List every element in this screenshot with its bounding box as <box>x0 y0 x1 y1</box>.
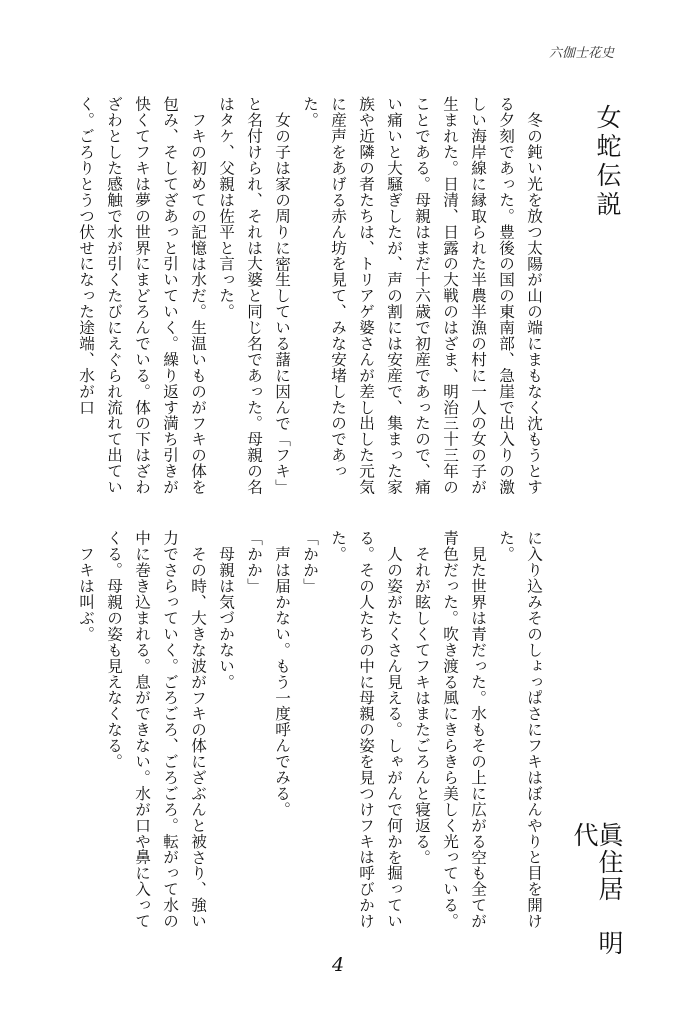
page-number: 4 <box>331 954 345 976</box>
paragraph: 母親は気づかない。 <box>217 545 235 690</box>
paragraph: 人の姿がたくさん見える。しゃがんで何かを掘っている。その人たちの中に母親の姿を見つけフキは呼びかけた。 <box>329 530 403 929</box>
paragraph: 声は届かない。もう一度呼んでみる。 <box>273 545 291 817</box>
paragraph: フキは叫ぶ。 <box>77 545 95 642</box>
paragraph: フキの初めての記憶は水だ。生温いものがフキの体を包み、そしてざあっと引いていく。繰り返す満ち引きが快くてフキは夢の世界にまどろんでいる。体の下はざわざわとした感触で水が引くたびにえぐられ流れて出ていく。ごろりとうつ伏せになった途端、水が口 <box>77 96 207 495</box>
body-text-bottom <box>0 530 548 930</box>
body-text-top <box>0 96 548 496</box>
story-title: 女蛇伝説 <box>593 104 622 220</box>
dialogue-line: 「かか」 <box>301 530 319 594</box>
paragraph: それが眩しくてフキはまたごろんと寝返る。 <box>413 545 431 865</box>
series-header: 六伽士花史 <box>548 46 614 61</box>
paragraph: その時、大きな波がフキの体にざぶんと被さり、強い力でさらっていく。ごろごろ、ごろごろ。転がって水の中に巻き込まれる。息ができない。水が口や鼻に入ってくる。母親の姿も見えなくなる。 <box>105 530 207 929</box>
paragraph: 冬の鈍い光を放つ太陽が山の端にまもなく沈もうとする夕刻であった。豊後の国の東南部、急崖で出入りの激しい海岸線に縁取られた半農半漁の村に一人の女の子が生まれた。日清、日露の大戦のはざま、明治三十三年のことである。母親はまだ十六歳で初産であったので、痛い痛いと大騒ぎしたが、声の割には安産で、集まった家族や近隣の者たちは、トリアゲ婆さんが差し出した元気に産声をあげる赤ん坊を見て、みな安堵したのであった。 <box>301 96 543 495</box>
dialogue-line: 「かか」 <box>245 530 263 594</box>
paragraph: 見た世界は青だった。水もその上に広がる空も全てが青色だった。吹き渡る風にきらきら美しく光っている。 <box>441 530 487 929</box>
author-name: 眞住居 明代 <box>570 822 624 957</box>
paragraph: に入り込みそのしょっぱさにフキはぼんやりと目を開けた。 <box>497 530 543 929</box>
paragraph: 女の子は家の周りに密生している藷に因んで「フキ」と名付けられ、それは大婆と同じ名であった。母親の名はタケ、父親は佐平と言った。 <box>217 96 291 495</box>
